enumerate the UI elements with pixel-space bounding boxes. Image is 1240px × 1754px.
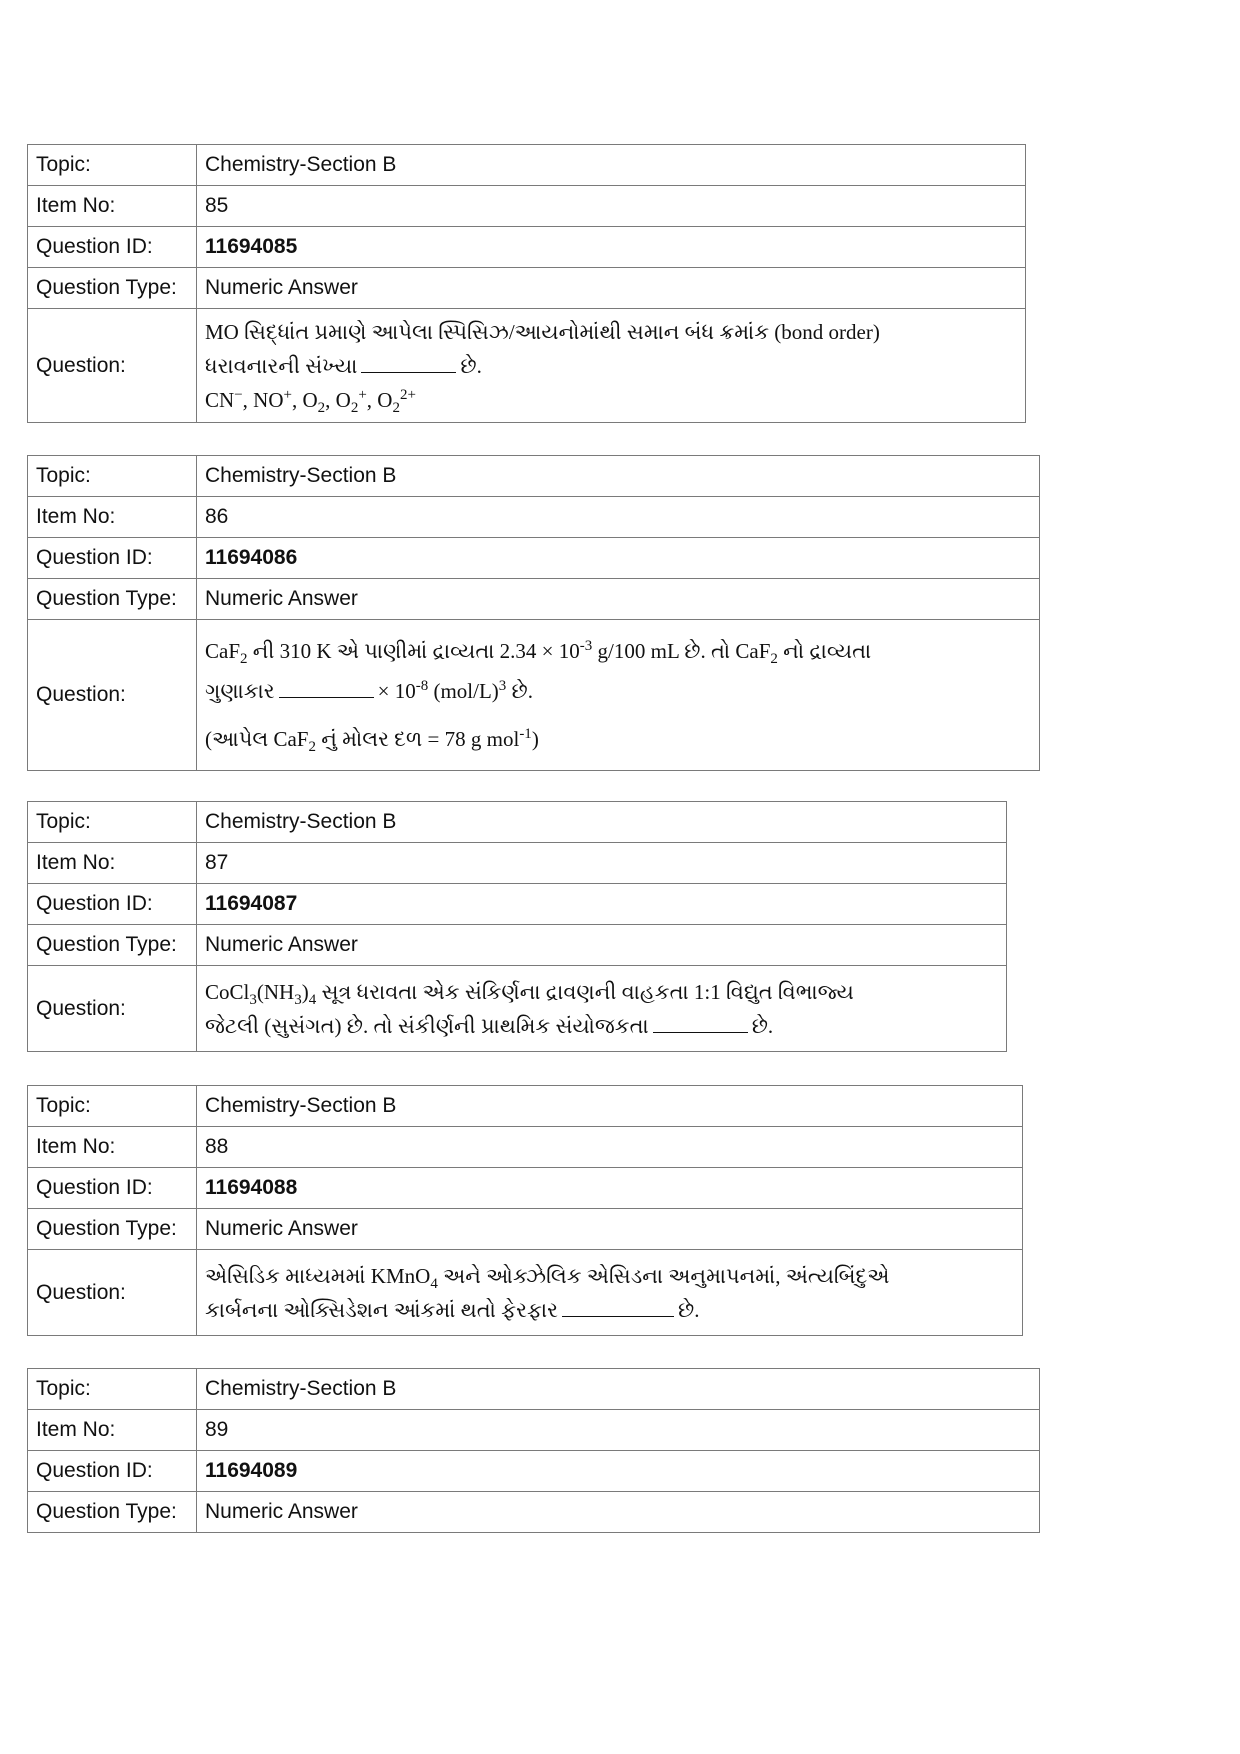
question-id-label: Question ID:: [28, 227, 197, 268]
question-id-label: Question ID:: [28, 1168, 197, 1209]
question-id-label: Question ID:: [28, 538, 197, 579]
subscript: 4: [430, 1275, 438, 1292]
question-fragment: છે.: [677, 1297, 700, 1322]
question-fragment: છે.: [460, 353, 482, 378]
subscript: 2: [308, 739, 316, 756]
question-fragment: એસિડિક માધ્યમમાં KMnO: [205, 1263, 431, 1288]
question-label: Question:: [28, 620, 197, 771]
item-no-label: Item No:: [28, 1127, 197, 1168]
topic-label: Topic:: [28, 1086, 197, 1127]
question-type-value: Numeric Answer: [197, 925, 1007, 966]
subscript: 2: [770, 651, 778, 668]
question-text: [197, 1250, 1023, 1336]
table-row: [28, 1250, 1023, 1336]
question-fragment: (આપેલ CaF: [205, 727, 309, 751]
question-fragment: સૂત્ર ધરાવતા એક સંકિર્ણના દ્રાવણની વાહકતા 1:1 વિદ્યુત વિભાજ્ય: [316, 979, 854, 1004]
question-id-value: 11694085: [197, 227, 1026, 268]
topic-label: Topic:: [28, 802, 197, 843]
table-row: [28, 925, 1007, 966]
table-row: [28, 1209, 1023, 1250]
question-table-87: [27, 801, 1007, 1052]
answer-blank: [562, 1315, 674, 1317]
table-row: [28, 1086, 1023, 1127]
table-row: [28, 1168, 1023, 1209]
question-line: MO સિદ્ધાંત પ્રમાણે આપેલા સ્પિસિઝ/આયનોમાંથી સમાન બંધ ક્રમાંક (bond order): [205, 319, 880, 344]
topic-label: Topic:: [28, 1369, 197, 1410]
topic-value: Chemistry-Section B: [197, 1369, 1040, 1410]
species-list: [205, 383, 1017, 417]
formula-fragment: CN: [205, 387, 235, 412]
question-fragment: g/100 mL છે. તો CaF: [592, 639, 771, 663]
item-no-label: Item No:: [28, 1410, 197, 1451]
answer-blank: [653, 1031, 748, 1033]
question-type-label: Question Type:: [28, 1209, 197, 1250]
question-fragment: છે.: [751, 1013, 774, 1038]
subscript: 2: [350, 399, 359, 416]
question-id-value: 11694088: [197, 1168, 1023, 1209]
question-fragment: અને ઓક્ઝેલિક એસિડના અનુમાપનમાં, અંત્યબિંદુએ: [437, 1263, 890, 1288]
question-fragment: (mol/L): [428, 679, 499, 703]
question-table-89: [27, 1368, 1040, 1533]
question-type-value: Numeric Answer: [197, 579, 1040, 620]
table-row: [28, 802, 1007, 843]
table-row: [28, 579, 1040, 620]
table-row: [28, 1492, 1040, 1533]
table-row: [28, 538, 1040, 579]
superscript: 2+: [399, 386, 416, 403]
question-fragment: છે.: [506, 679, 534, 703]
question-type-label: Question Type:: [28, 268, 197, 309]
question-fragment: જેટલી (સુસંગત) છે. તો સંકીર્ણની પ્રાથમિક સંયોજકતા: [205, 1013, 649, 1038]
question-text: [197, 966, 1007, 1052]
question-table-88: [27, 1085, 1023, 1336]
item-no-value: 86: [197, 497, 1040, 538]
question-fragment: ): [531, 727, 539, 751]
table-row: [28, 1127, 1023, 1168]
superscript: -1: [519, 726, 532, 742]
question-fragment: ): [301, 979, 309, 1004]
formula-fragment: , O: [366, 387, 393, 412]
question-label: Question:: [28, 1250, 197, 1336]
question-id-value: 11694089: [197, 1451, 1040, 1492]
table-row: [28, 145, 1026, 186]
item-no-value: 87: [197, 843, 1007, 884]
question-fragment: નો દ્રાવ્યતા: [777, 639, 872, 663]
question-id-label: Question ID:: [28, 1451, 197, 1492]
item-no-label: Item No:: [28, 186, 197, 227]
topic-label: Topic:: [28, 456, 197, 497]
subscript: 3: [249, 991, 257, 1008]
question-id-value: 11694086: [197, 538, 1040, 579]
question-fragment: ગુણાકાર: [205, 679, 275, 703]
question-id-label: Question ID:: [28, 884, 197, 925]
question-text: [197, 620, 1040, 771]
table-row: [28, 966, 1007, 1052]
table-row: [28, 497, 1040, 538]
table-row: [28, 456, 1040, 497]
question-type-label: Question Type:: [28, 1492, 197, 1533]
question-fragment: × 10: [377, 679, 416, 703]
question-fragment: CoCl: [205, 979, 250, 1004]
table-row: [28, 1451, 1040, 1492]
question-line: [205, 1259, 1014, 1293]
question-fragment: (NH: [256, 979, 295, 1004]
question-type-value: Numeric Answer: [197, 1209, 1023, 1250]
question-table-85: [27, 144, 1026, 423]
question-line: [205, 719, 1031, 759]
question-fragment: ની 310 K એ પાણીમાં દ્રાવ્યતા 2.34 × 10: [247, 639, 580, 663]
question-line: [205, 349, 1017, 383]
topic-value: Chemistry-Section B: [197, 456, 1040, 497]
topic-value: Chemistry-Section B: [197, 802, 1007, 843]
table-row: [28, 227, 1026, 268]
question-fragment: CaF: [205, 639, 241, 663]
subscript: 2: [317, 399, 326, 416]
superscript: 3: [498, 678, 507, 694]
question-line: [205, 671, 1031, 711]
question-text: [197, 309, 1026, 423]
superscript: -3: [579, 638, 593, 654]
question-line: [205, 975, 998, 1009]
question-line: [205, 1293, 1014, 1327]
formula-fragment: , O: [291, 387, 318, 412]
question-label: Question:: [28, 309, 197, 423]
subscript: 3: [294, 991, 302, 1008]
subscript: 4: [308, 991, 317, 1008]
question-type-value: Numeric Answer: [197, 268, 1026, 309]
table-row: [28, 268, 1026, 309]
topic-value: Chemistry-Section B: [197, 145, 1026, 186]
table-row: [28, 309, 1026, 423]
item-no-value: 85: [197, 186, 1026, 227]
item-no-value: 89: [197, 1410, 1040, 1451]
formula-fragment: , O: [325, 387, 351, 412]
question-fragment: નું મોલર દળ = 78 g mol: [315, 727, 520, 751]
question-line: [205, 631, 1031, 671]
item-no-label: Item No:: [28, 843, 197, 884]
question-id-value: 11694087: [197, 884, 1007, 925]
subscript: 2: [240, 651, 248, 668]
superscript: +: [358, 386, 367, 403]
table-row: [28, 843, 1007, 884]
table-row: [28, 620, 1040, 771]
superscript: -8: [415, 678, 429, 694]
topic-label: Topic:: [28, 145, 197, 186]
answer-blank: [279, 696, 374, 698]
question-type-value: Numeric Answer: [197, 1492, 1040, 1533]
table-row: [28, 884, 1007, 925]
table-row: [28, 1369, 1040, 1410]
topic-value: Chemistry-Section B: [197, 1086, 1023, 1127]
question-table-86: [27, 455, 1040, 771]
superscript: −: [234, 386, 243, 403]
question-label: Question:: [28, 966, 197, 1052]
question-fragment: કાર્બનના ઓક્સિડેશન આંકમાં થતો ફેરફાર: [205, 1297, 558, 1322]
item-no-label: Item No:: [28, 497, 197, 538]
superscript: +: [283, 386, 292, 403]
subscript: 2: [392, 399, 400, 416]
item-no-value: 88: [197, 1127, 1023, 1168]
answer-blank: [361, 371, 456, 373]
table-row: [28, 186, 1026, 227]
formula-fragment: , NO: [242, 387, 284, 412]
question-type-label: Question Type:: [28, 925, 197, 966]
table-row: [28, 1410, 1040, 1451]
question-line: [205, 1009, 998, 1043]
question-fragment: ધરાવનારની સંખ્યા: [205, 353, 358, 378]
question-type-label: Question Type:: [28, 579, 197, 620]
